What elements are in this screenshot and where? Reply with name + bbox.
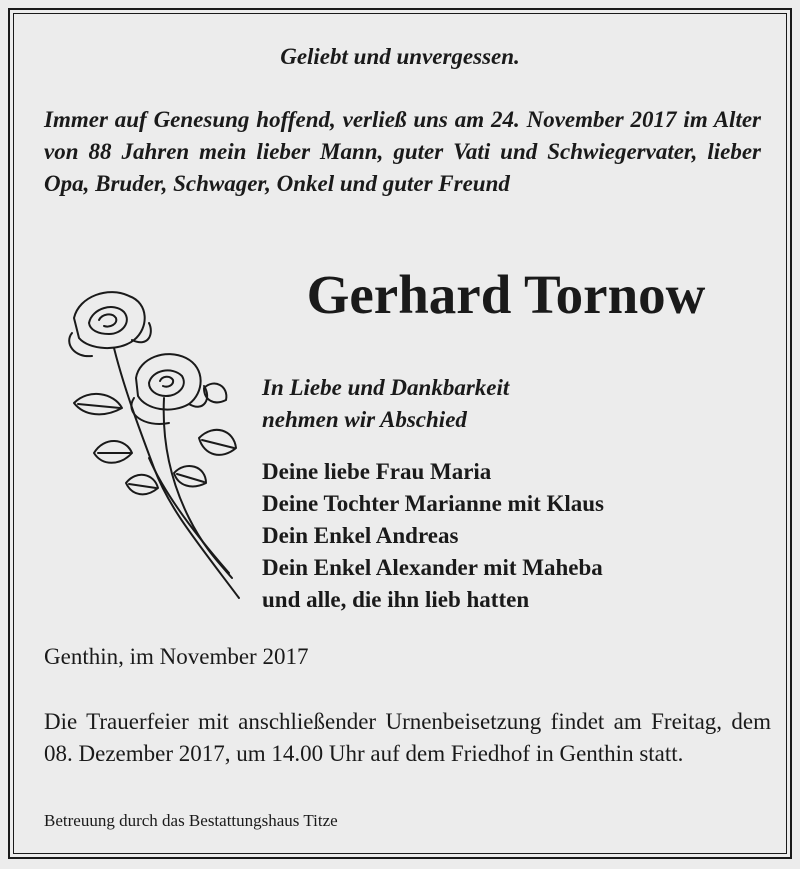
- farewell-line: nehmen wir Abschied: [262, 407, 467, 432]
- deceased-name: Gerhard Tornow: [306, 264, 706, 325]
- farewell-text: [262, 372, 509, 436]
- roses-icon: [54, 278, 254, 608]
- mourner-line: Deine liebe Frau Maria: [262, 459, 492, 484]
- mourner-line: Dein Enkel Andreas: [262, 523, 459, 548]
- mourners-list: [262, 456, 604, 616]
- mourner-line: Deine Tochter Marianne mit Klaus: [262, 491, 605, 516]
- funeral-home-credit: Betreuung durch das Bestattungshaus Titze: [44, 811, 338, 830]
- place-date: Genthin, im November 2017: [44, 644, 309, 669]
- obituary-notice: [8, 8, 792, 859]
- motto: Geliebt und unvergessen.: [280, 44, 520, 69]
- intro-text: Immer auf Genesung hoffend, verließ uns am 24. November 2017 im Alter von 88 Jahren mein lieber Mann, guter Vati und Schwiegervater, lieber Opa, Bruder, Schwager, Onkel und guter Freund: [44, 107, 761, 196]
- mourner-line: und alle, die ihn lieb hatten: [262, 587, 530, 612]
- ceremony-info: Die Trauerfeier mit anschließender Urnenbeisetzung findet am Freitag, dem 08. Dezember 2017, um 14.00 Uhr auf dem Friedhof in Genthin statt.: [44, 709, 771, 766]
- farewell-line: In Liebe und Dankbarkeit: [262, 375, 510, 400]
- mourner-line: Dein Enkel Alexander mit Maheba: [262, 555, 603, 580]
